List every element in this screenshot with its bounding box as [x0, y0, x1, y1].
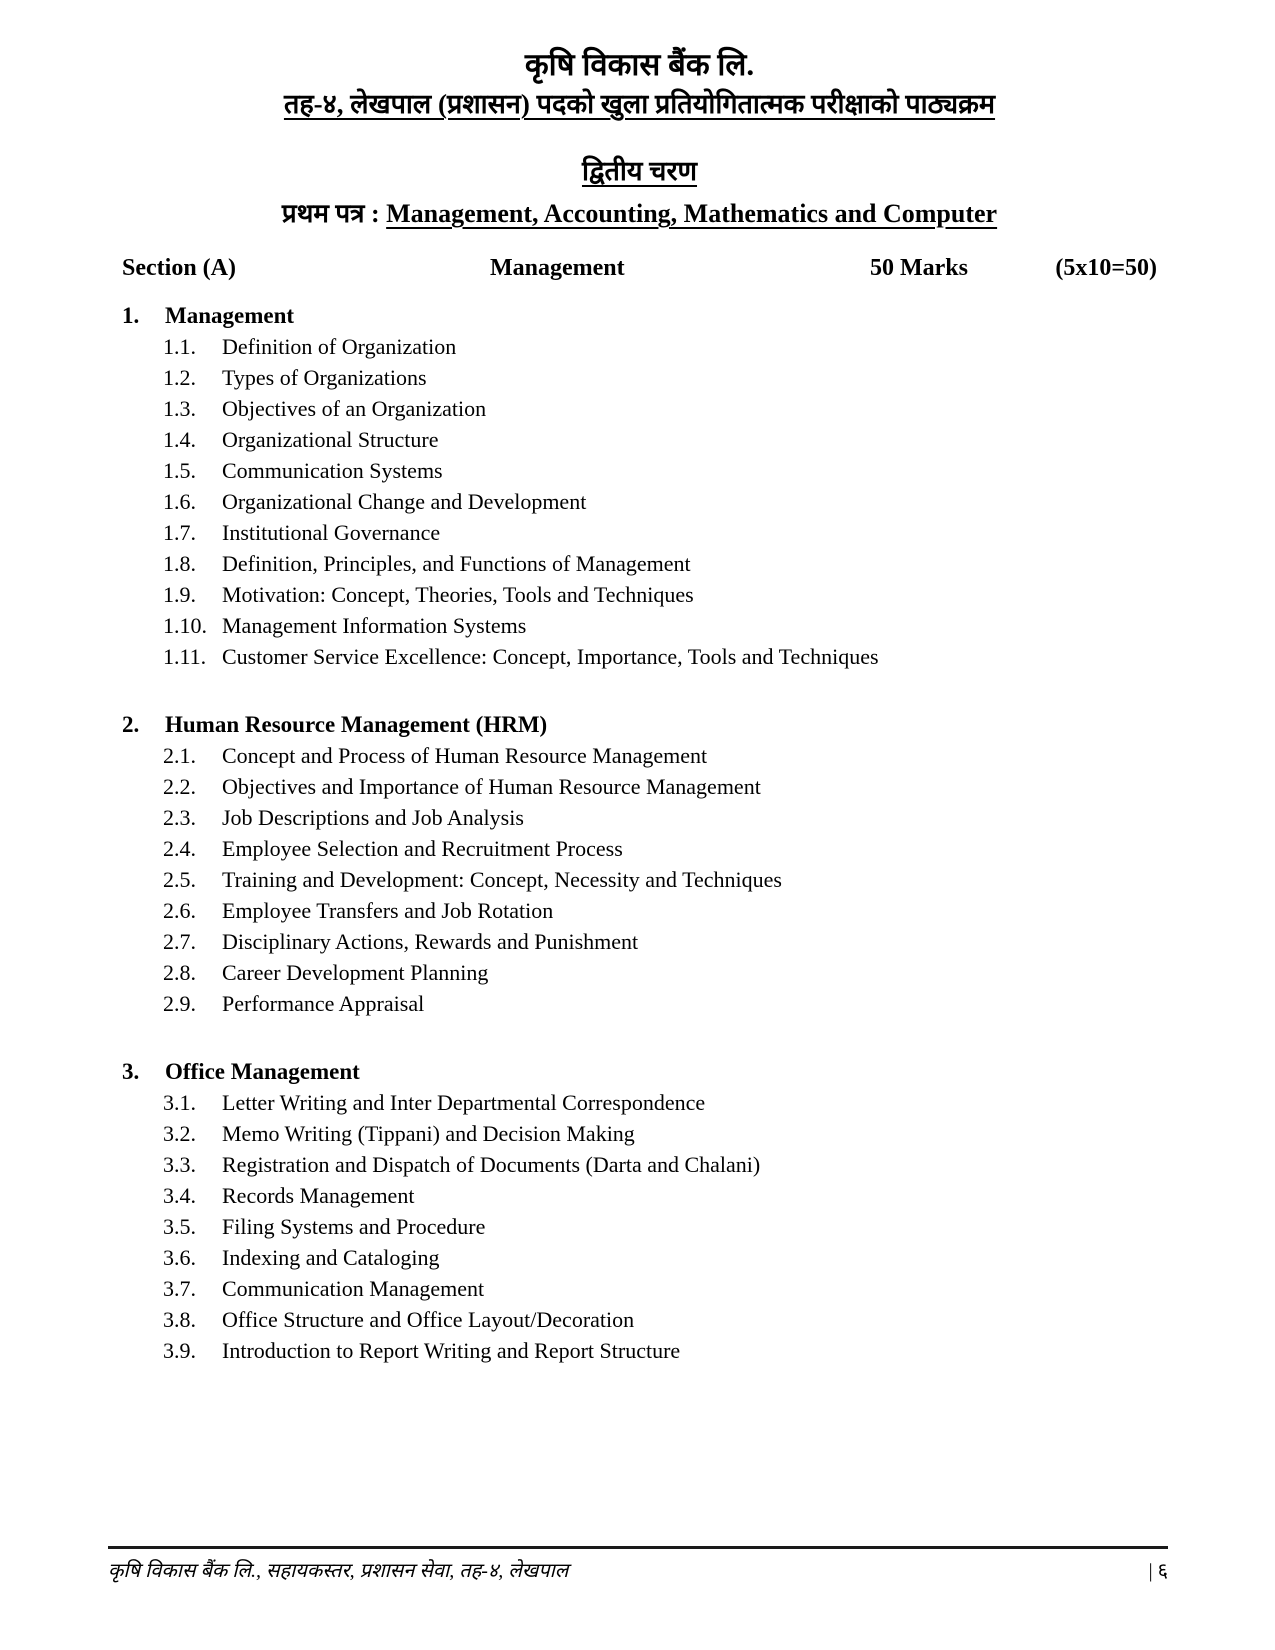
syllabus-item — [163, 579, 1157, 610]
section-label: Section (A) — [122, 254, 236, 281]
syllabus-item — [163, 1149, 1157, 1180]
item-text: Registration and Dispatch of Documents (Darta and Chalani) — [222, 1151, 761, 1177]
section-marks: 50 Marks — [870, 254, 968, 281]
item-number: 3.7. — [163, 1275, 196, 1301]
item-text: Memo Writing (Tippani) and Decision Making — [222, 1120, 635, 1146]
item-text: Management Information Systems — [222, 612, 527, 638]
section-heading — [122, 301, 1157, 331]
syllabus-item — [163, 362, 1157, 393]
item-text: Disciplinary Actions, Rewards and Punishment — [222, 928, 639, 954]
item-text: Filing Systems and Procedure — [222, 1213, 486, 1239]
item-text: Objectives and Importance of Human Resource Management — [222, 773, 761, 799]
section-items — [163, 740, 1157, 1019]
footer-page-number: | ६ — [1148, 1560, 1168, 1582]
syllabus-item — [163, 957, 1157, 988]
page-content — [122, 48, 1157, 1366]
syllabus-item — [163, 641, 1157, 672]
item-text: Concept and Process of Human Resource Management — [222, 742, 708, 768]
syllabus-item — [163, 393, 1157, 424]
syllabus-item — [163, 548, 1157, 579]
page-footer — [108, 1546, 1168, 1583]
syllabus-item — [163, 833, 1157, 864]
document-header — [122, 48, 1157, 229]
syllabus-item — [163, 331, 1157, 362]
section-number: 1. — [122, 302, 140, 328]
syllabus-item — [163, 1180, 1157, 1211]
syllabus-item — [163, 1242, 1157, 1273]
syllabus-item — [163, 895, 1157, 926]
section-number: 3. — [122, 1058, 140, 1084]
item-text: Objectives of an Organization — [222, 395, 487, 421]
item-text: Indexing and Cataloging — [222, 1244, 440, 1270]
item-text: Communication Systems — [222, 457, 443, 483]
syllabus-item — [163, 1118, 1157, 1149]
item-number: 2.6. — [163, 897, 196, 923]
stage-title: द्वितीय चरण — [581, 156, 698, 187]
syllabus-item — [163, 486, 1157, 517]
item-text: Performance Appraisal — [222, 990, 425, 1016]
footer-text: कृषि विकास बैंक लि., सहायकस्तर, प्रशासन सेवा, तह-४, लेखपाल — [108, 1560, 569, 1582]
item-text: Types of Organizations — [222, 364, 427, 390]
paper-title: Management, Accounting, Mathematics and Computer — [386, 198, 998, 228]
syllabus-item — [163, 517, 1157, 548]
item-number: 2.5. — [163, 866, 196, 892]
item-text: Job Descriptions and Job Analysis — [222, 804, 524, 830]
syllabus-item — [163, 455, 1157, 486]
item-text: Introduction to Report Writing and Report Structure — [222, 1337, 681, 1363]
item-text: Organizational Structure — [222, 426, 439, 452]
syllabus-item — [163, 1273, 1157, 1304]
section-marks-detail: (5x10=50) — [1055, 254, 1157, 281]
item-number: 1.1. — [163, 333, 196, 359]
syllabus-item — [163, 1087, 1157, 1118]
item-number: 2.7. — [163, 928, 196, 954]
section-heading — [122, 1057, 1157, 1087]
syllabus-section — [122, 1057, 1157, 1366]
syllabus-item — [163, 926, 1157, 957]
item-text: Motivation: Concept, Theories, Tools and Techniques — [222, 581, 694, 607]
syllabus-item — [163, 1335, 1157, 1366]
item-number: 3.9. — [163, 1337, 196, 1363]
item-number: 1.5. — [163, 457, 196, 483]
item-number: 3.5. — [163, 1213, 196, 1239]
item-number: 3.8. — [163, 1306, 196, 1332]
syllabus-section — [122, 710, 1157, 1019]
item-number: 1.9. — [163, 581, 196, 607]
paper-title-line — [122, 199, 1157, 229]
item-text: Organizational Change and Development — [222, 488, 587, 514]
section-title: Office Management — [165, 1058, 360, 1084]
syllabus-item — [163, 864, 1157, 895]
organization-title: कृषि विकास बैंक लि. — [524, 47, 755, 82]
syllabus-item — [163, 1304, 1157, 1335]
section-number: 2. — [122, 711, 140, 737]
syllabus-item — [163, 988, 1157, 1019]
syllabus-item — [163, 771, 1157, 802]
syllabus-item — [163, 610, 1157, 641]
section-title: Management — [165, 302, 295, 328]
item-number: 1.7. — [163, 519, 196, 545]
item-text: Letter Writing and Inter Departmental Correspondence — [222, 1089, 706, 1115]
item-text: Employee Transfers and Job Rotation — [222, 897, 554, 923]
item-number: 1.3. — [163, 395, 196, 421]
document-subtitle: तह-४, लेखपाल (प्रशासन) पदको खुला प्रतियोगितात्मक परीक्षाको पाठ्यक्रम — [283, 89, 996, 120]
item-text: Records Management — [222, 1182, 415, 1208]
item-text: Definition of Organization — [222, 333, 457, 359]
section-items — [163, 1087, 1157, 1366]
item-number: 1.10. — [163, 612, 207, 638]
section-marks-row — [122, 255, 1157, 287]
item-text: Definition, Principles, and Functions of Management — [222, 550, 691, 576]
item-number: 1.4. — [163, 426, 196, 452]
syllabus-item — [163, 740, 1157, 771]
syllabus-sections — [122, 301, 1157, 1366]
section-subject: Management — [490, 254, 625, 281]
syllabus-section — [122, 301, 1157, 672]
item-number: 3.4. — [163, 1182, 196, 1208]
item-number: 1.2. — [163, 364, 196, 390]
item-text: Institutional Governance — [222, 519, 441, 545]
item-text: Office Structure and Office Layout/Decoration — [222, 1306, 635, 1332]
section-heading — [122, 710, 1157, 740]
item-number: 2.1. — [163, 742, 196, 768]
item-number: 2.8. — [163, 959, 196, 985]
item-text: Communication Management — [222, 1275, 485, 1301]
item-number: 2.2. — [163, 773, 196, 799]
item-number: 1.8. — [163, 550, 196, 576]
item-number: 1.11. — [163, 643, 207, 669]
item-number: 2.4. — [163, 835, 196, 861]
syllabus-item — [163, 424, 1157, 455]
item-number: 3.3. — [163, 1151, 196, 1177]
syllabus-item — [163, 1211, 1157, 1242]
item-number: 2.3. — [163, 804, 196, 830]
item-number: 3.2. — [163, 1120, 196, 1146]
paper-label: प्रथम पत्र : — [281, 198, 380, 228]
section-items — [163, 331, 1157, 672]
section-title: Human Resource Management (HRM) — [165, 711, 548, 737]
item-text: Employee Selection and Recruitment Process — [222, 835, 623, 861]
item-text: Customer Service Excellence: Concept, Importance, Tools and Techniques — [222, 643, 879, 669]
item-text: Career Development Planning — [222, 959, 489, 985]
item-number: 3.6. — [163, 1244, 196, 1270]
item-text: Training and Development: Concept, Necessity and Techniques — [222, 866, 782, 892]
syllabus-item — [163, 802, 1157, 833]
item-number: 1.6. — [163, 488, 196, 514]
item-number: 3.1. — [163, 1089, 196, 1115]
item-number: 2.9. — [163, 990, 196, 1016]
